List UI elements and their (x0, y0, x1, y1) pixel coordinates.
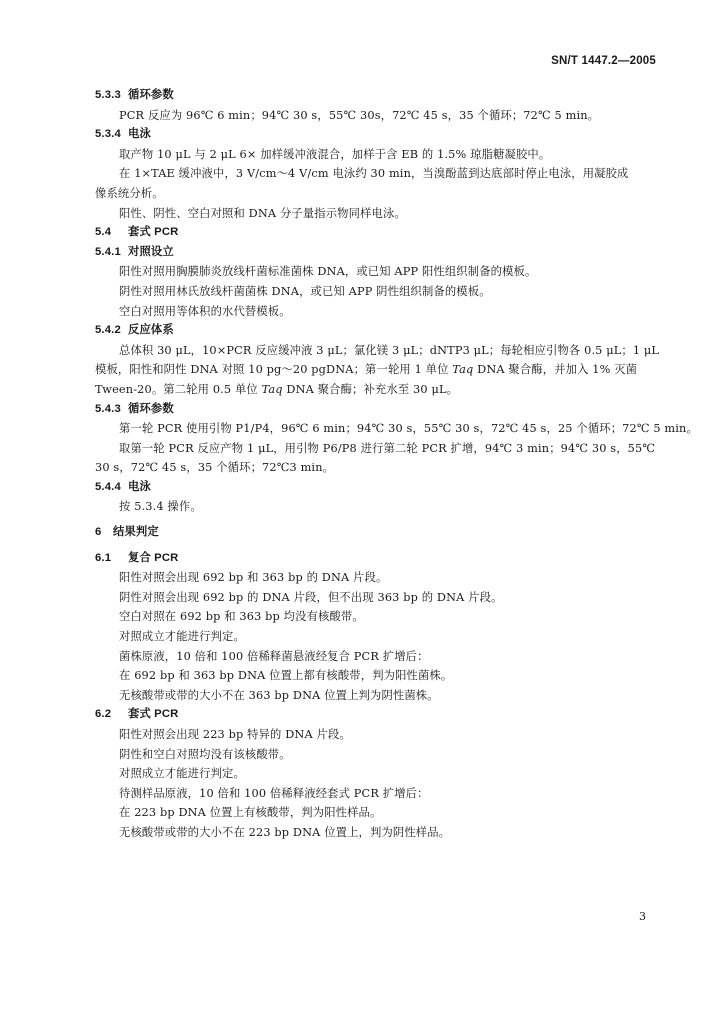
heading-6-2: 6.2 套式 PCR (95, 708, 179, 721)
result-line: 对照成立才能进行判定。 (119, 630, 245, 644)
heading-5-4-1: 5.4.1 对照设立 (95, 245, 174, 258)
result-line: 空白对照在 692 bp 和 363 bp 均没有核酸带。 (119, 610, 364, 624)
paragraph-5-3-4-run: 在 1×TAE 缓冲液中，3 V/cm～4 V/cm 电泳约 30 min，当溴酚蓝到达底部时停止电泳，用凝胶成 (119, 167, 629, 181)
heading-5-4-4: 5.4.4 电泳 (95, 480, 151, 493)
result-line: 阴性对照会出现 692 bp 的 DNA 片段，但不出现 363 bp 的 DNA 片段。 (119, 590, 503, 604)
result-line: 阳性对照会出现 223 bp 特异的 DNA 片段。 (119, 728, 351, 741)
paragraph-5-4-3-round2: 取第一轮 PCR 反应产物 1 μL，用引物 P6/P8 进行第二轮 PCR 扩增，94℃ 3 min；94℃ 30 s，55℃ (119, 441, 656, 455)
paragraph-5-4-3-round1: 第一轮 PCR 使用引物 P1/P4，96℃ 6 min；94℃ 30 s，55℃ 30 s，72℃ 45 s，25 个循环；72℃ 5 min。 (119, 422, 698, 436)
result-line: 菌株原液，10 倍和 100 倍稀释菌悬液经复合 PCR 扩增后： (119, 649, 429, 663)
result-line: 阴性和空白对照均没有该核酸带。 (119, 747, 291, 761)
heading-6-1: 6.1 复合 PCR (95, 551, 179, 564)
paragraph-5-3-4-sample: 取产物 10 μL 与 2 μL 6× 加样缓冲液混合，加样于含 EB 的 1.5% 琼脂糖凝胶中。 (119, 147, 551, 161)
heading-5-4: 5.4 套式 PCR (95, 226, 179, 239)
page-number: 3 (639, 910, 646, 923)
result-line: 无核酸带或带的大小不在 363 bp DNA 位置上判为阴性菌株。 (119, 688, 439, 702)
result-line: 在 692 bp 和 363 bp DNA 位置上都有核酸带，判为阳性菌株。 (119, 669, 453, 683)
paragraph-5-4-2-system-cont2: Tween-20。第二轮用 0.5 单位 Taq DNA 聚合酶；补充水至 30 μL。 (95, 382, 459, 396)
document-body (95, 86, 698, 843)
paragraph-5-3-4-controls: 阳性、阴性、空白对照和 DNA 分子量指示物同样电泳。 (119, 206, 406, 220)
heading-5-4-3: 5.4.3 循环参数 (95, 402, 174, 415)
heading-5-3-3: 5.3.3 循环参数 (95, 89, 174, 101)
paragraph-5-3-3-cycle: PCR 反应为 96℃ 6 min；94℃ 30 s，55℃ 30s，72℃ 45 s，35 个循环；72℃ 5 min。 (119, 108, 600, 122)
paragraph-5-4-1-positive: 阳性对照用胸膜肺炎放线杆菌标准菌株 DNA，或已知 APP 阳性组织制备的模板。 (119, 265, 537, 279)
result-line: 无核酸带或带的大小不在 223 bp DNA 位置上，判为阴性样品。 (119, 825, 451, 839)
result-line: 对照成立才能进行判定。 (119, 767, 245, 781)
paragraph-5-4-4: 按 5.3.4 操作。 (119, 500, 202, 514)
paragraph-5-4-1-negative: 阴性对照用林氏放线杆菌菌株 DNA，或已知 APP 阴性组织制备的模板。 (119, 284, 491, 298)
heading-6: 6 结果判定 (95, 526, 159, 539)
paragraph-5-4-2-system: 总体积 30 μL，10×PCR 反应缓冲液 3 μL；氯化镁 3 μL；dNTP3 μL；每轮相应引物各 0.5 μL；1 μL (119, 343, 660, 357)
paragraph-5-4-3-round2-cont: 30 s，72℃ 45 s，35 个循环；72℃3 min。 (95, 461, 335, 475)
heading-5-4-2: 5.4.2 反应体系 (95, 324, 174, 337)
heading-5-3-4: 5.3.4 电泳 (95, 128, 151, 141)
document-code: SN/T 1447.2—2005 (551, 55, 656, 67)
paragraph-5-4-2-system-cont1: 模板，阳性和阴性 DNA 对照 10 pg～20 pgDNA；第一轮用 1 单位 Taq DNA 聚合酶，并加入 1% 灭菌 (95, 363, 638, 377)
paragraph-5-3-4-run-cont: 像系统分析。 (95, 186, 164, 200)
result-line: 待测样品原液，10 倍和 100 倍稀释液经套式 PCR 扩增后： (119, 786, 429, 800)
paragraph-5-4-1-blank: 空白对照用等体积的水代替模板。 (119, 304, 291, 318)
result-line: 阳性对照会出现 692 bp 和 363 bp 的 DNA 片段。 (119, 571, 388, 585)
result-line: 在 223 bp DNA 位置上有核酸带，判为阳性样品。 (119, 806, 382, 820)
